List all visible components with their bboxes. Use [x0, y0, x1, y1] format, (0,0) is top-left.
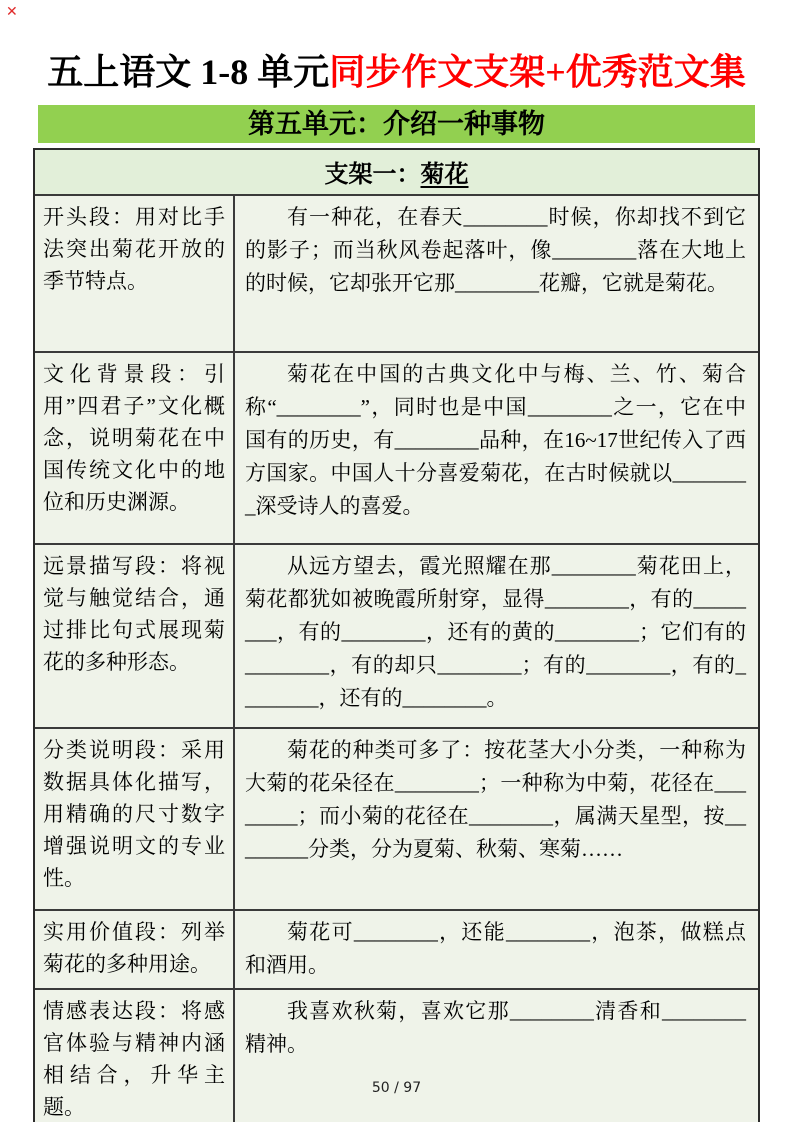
scaffold-label: 支架一： — [324, 162, 421, 188]
row-label-cell: 分类说明段：采用数据具体化描写，用精确的尺寸数字增强说明文的专业性。 — [35, 729, 235, 909]
table-row — [35, 727, 758, 909]
row-label-cell: 远景描写段：将视觉与触觉结合，通过排比句式展现菊花的多种形态。 — [35, 545, 235, 727]
table-row — [35, 543, 758, 727]
red-x-mark-icon: ✕ — [6, 4, 18, 20]
row-content-cell: 菊花可________，还能________，泡茶，做糕点和酒用。 — [245, 920, 746, 977]
row-label-cell: 情感表达段：将感官体验与精神内涵相结合，升华主题。 — [35, 990, 235, 1122]
row-label-cell: 实用价值段：列举菊花的多种用途。 — [35, 911, 235, 988]
row-content-cell: 菊花的种类可多了：按花茎大小分类，一种称为大菊的花朵径在________；一种称为中菊，花径在________；而小菊的花径在________，属满天星型，按________分类，分为夏菊、秋菊、寒菊…… — [245, 738, 746, 861]
scaffold-topic: 菊花 — [420, 162, 469, 188]
row-content-cell: 从远方望去，霞光照耀在那________菊花田上，菊花都犹如被晚霞所射穿，显得________，有的________，有的________，还有的黄的________；它们有的________，有的却只________；有的________，有的________，还有的________。 — [245, 554, 746, 710]
table-row — [35, 909, 758, 988]
row-label-cell: 开头段：用对比手法突出菊花开放的季节特点。 — [35, 196, 235, 351]
row-content-cell: 我喜欢秋菊，喜欢它那________清香和________精神。 — [245, 999, 746, 1056]
row-content-cell: 有一种花，在春天________时候，你却找不到它的影子；而当秋风卷起落叶，像________落在大地上的时候，它却张开它那________花瓣，它就是菊花。 — [245, 205, 746, 295]
table-row — [35, 988, 758, 1122]
row-label-cell: 文化背景段：引用”四君子”文化概念，说明菊花在中国传统文化中的地位和历史渊源。 — [35, 353, 235, 543]
row-content-cell: 菊花在中国的古典文化中与梅、兰、竹、菊合称“________”，同时也是中国________之一，它在中国有的历史，有________品种，在16~17世纪传入了西方国家。中国人十分喜爱菊花，在古时候就以________深受诗人的喜爱。 — [245, 362, 746, 518]
table-row — [35, 351, 758, 543]
page-title — [36, 48, 757, 96]
title-black-part: 五上语文 1-8 单元 — [47, 52, 330, 92]
table-header — [35, 150, 758, 194]
scaffold-table — [33, 148, 760, 1122]
table-row — [35, 194, 758, 351]
unit-banner: 第五单元：介绍一种事物 — [38, 105, 755, 143]
title-red-part: 同步作文支架+优秀范文集 — [329, 52, 746, 92]
page-number: 50 / 97 — [371, 1080, 422, 1096]
